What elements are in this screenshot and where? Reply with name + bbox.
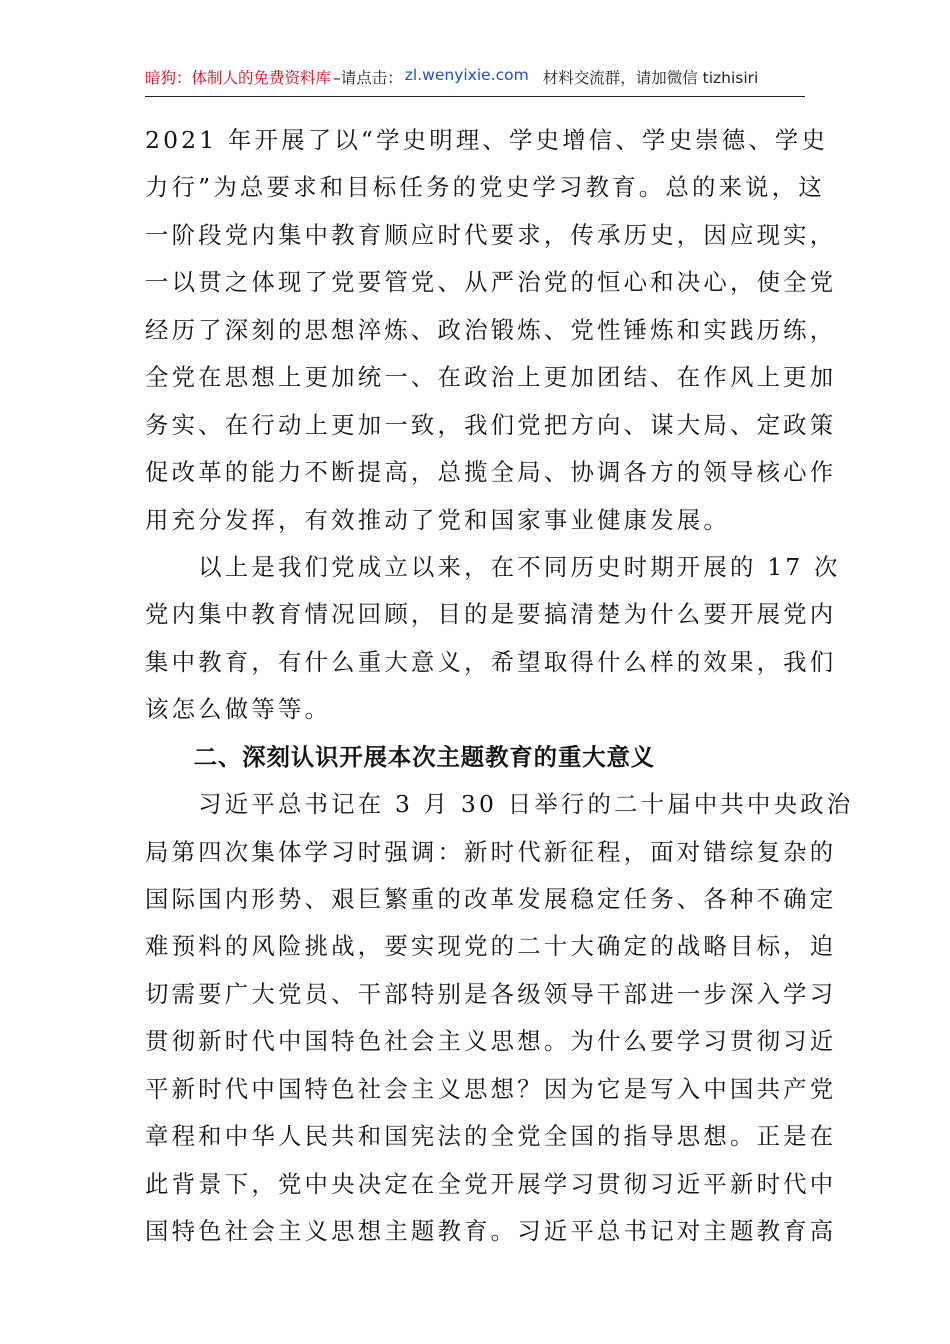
text-line: 务实、在行动上更加一致，我们党把方向、谋大局、定政策 xyxy=(145,410,837,439)
text-line: 贯彻新时代中国特色社会主义思想。为什么要学习贯彻习近 xyxy=(145,1027,837,1056)
text-line: 一以贯之体现了党要管党、从严治党的恒心和决心，使全党 xyxy=(145,268,837,297)
text-line: 切需要广大党员、干部特别是各级领导干部进一步深入学习 xyxy=(145,979,837,1008)
text-line: 党内集中教育情况回顾，目的是要搞清楚为什么要开展党内 xyxy=(145,600,837,629)
text-line: 国特色社会主义思想主题教育。习近平总书记对主题教育高 xyxy=(145,1217,837,1246)
text-line: 力行”为总要求和目标任务的党史学习教育。总的来说，这 xyxy=(145,173,825,202)
text-line: 国际国内形势、艰巨繁重的改革发展稳定任务、各种不确定 xyxy=(145,885,837,913)
page-header xyxy=(145,66,805,97)
text-line: 此背景下，党中央决定在全党开展学习贯彻习近平新时代中 xyxy=(145,1169,837,1198)
header-link[interactable]: zl.wenyixie.com xyxy=(404,66,529,84)
text-line: 以上是我们党成立以来，在不同历史时期开展的 17 次 xyxy=(145,552,841,581)
text-line: 2021 年开展了以“学史明理、学史增信、学史崇德、学史 xyxy=(145,126,829,154)
text-line: 用充分发挥，有效推动了党和国家事业健康发展。 xyxy=(145,505,730,534)
header-brand: 暗狗：体制人的免费资料库 xyxy=(145,69,332,87)
text-line: 章程和中华人民共和国宪法的全党全国的指导思想。正是在 xyxy=(145,1122,837,1151)
text-line: 经历了深刻的思想淬炼、政治锻炼、党性锤炼和实践历练， xyxy=(145,315,837,344)
text-line: 促改革的能力不断提高，总揽全局、协调各方的领导核心作 xyxy=(145,458,837,487)
text-line: 平新时代中国特色社会主义思想？因为它是写入中国共产党 xyxy=(145,1074,837,1103)
document-body xyxy=(145,117,854,1256)
text-line: 习近平总书记在 3 月 30 日举行的二十届中共中央政治 xyxy=(145,790,854,819)
text-line: 局第四次集体学习时强调：新时代新征程，面对错综复杂的 xyxy=(145,837,837,866)
section-heading: 二、深刻认识开展本次主题教育的重大意义 xyxy=(145,742,656,771)
text-line: 集中教育，有什么重大意义，希望取得什么样的效果，我们 xyxy=(145,647,837,676)
text-line: 一阶段党内集中教育顺应时代要求，传承历史，因应现实， xyxy=(145,220,837,249)
header-contact: 材料交流群，请加微信 tizhisiri xyxy=(542,69,759,87)
text-line: 该怎么做等等。 xyxy=(145,695,332,724)
text-line: 全党在思想上更加统一、在政治上更加团结、在作风上更加 xyxy=(145,363,837,392)
header-prompt: –请点击： xyxy=(333,69,403,87)
text-line: 难预料的风险挑战，要实现党的二十大确定的战略目标，迫 xyxy=(145,932,837,961)
